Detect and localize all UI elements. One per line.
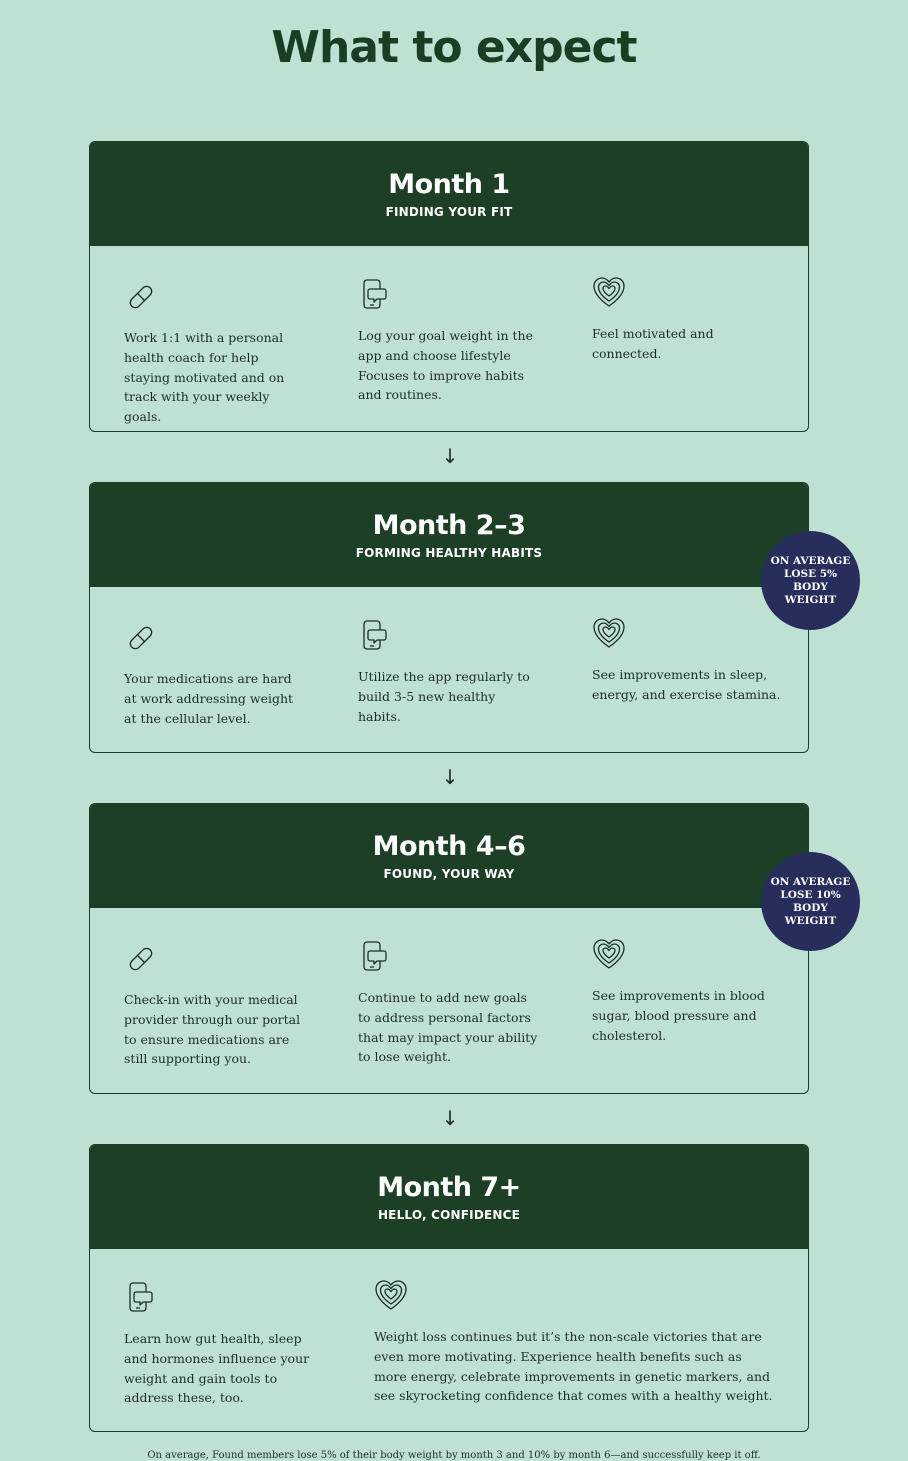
stage-item-text: Your medications are hard at work addressing weight at the cellular level. xyxy=(124,671,294,726)
stage-item-text: Utilize the app regularly to build 3-5 new healthy habits. xyxy=(358,669,530,724)
pill-icon xyxy=(124,280,158,314)
stage-card-month-4-6 xyxy=(89,803,809,1094)
stage-item xyxy=(124,280,308,427)
stage-item xyxy=(358,278,542,405)
stage-item-text: Check-in with your medical provider through our portal to ensure medications are still supporting you. xyxy=(124,992,301,1067)
down-arrow-icon: ↓ xyxy=(441,1106,459,1130)
stage-title: Month 1 xyxy=(388,168,510,200)
weight-loss-badge-10 xyxy=(761,852,860,951)
phone-chat-icon xyxy=(358,940,392,974)
stage-item-text: Continue to add new goals to address personal factors that may impact your ability to lose weight. xyxy=(358,990,538,1065)
stage-item xyxy=(358,940,542,1067)
page-title: What to expect xyxy=(271,22,637,73)
heart-icon xyxy=(592,938,626,972)
phone-chat-icon xyxy=(358,619,392,653)
stage-item xyxy=(592,617,782,705)
stage-item-text: Feel motivated and connected. xyxy=(592,326,714,361)
stage-subtitle: HELLO, CONFIDENCE xyxy=(377,1207,521,1222)
stage-item xyxy=(124,942,308,1069)
down-arrow-icon: ↓ xyxy=(441,765,459,789)
stage-item xyxy=(592,938,782,1045)
stage-item xyxy=(358,619,542,726)
heart-icon xyxy=(374,1279,408,1313)
footnote: On average, Found members lose 5% of their body weight by month 3 and 10% by month 6—and successfully keep it off. xyxy=(147,1450,761,1461)
stage-item-text: Learn how gut health, sleep and hormones influence your weight and gain tools to address these, too. xyxy=(124,1331,310,1406)
phone-chat-icon xyxy=(124,1281,158,1315)
stage-item-text: Log your goal weight in the app and choose lifestyle Focuses to improve habits and routines. xyxy=(358,328,533,403)
stage-title: Month 2–3 xyxy=(372,509,526,541)
stage-title: Month 7+ xyxy=(377,1171,521,1203)
stage-item-text: Work 1:1 with a personal health coach for help staying motivated and on track with your weekly goals. xyxy=(124,330,285,425)
stage-item xyxy=(124,1281,324,1408)
stage-title: Month 4–6 xyxy=(372,830,526,862)
stage-item-text: Weight loss continues but it’s the non-scale victories that are even more motivating. Experience health benefits such as more energy, celebrate improvements in genetic markers, and see skyrocketing confidence that comes with a healthy weight. xyxy=(374,1329,773,1404)
stage-item-text: See improvements in blood sugar, blood pressure and cholesterol. xyxy=(592,988,765,1043)
pill-icon xyxy=(124,942,158,976)
stage-header xyxy=(90,1145,808,1249)
down-arrow-icon: ↓ xyxy=(441,444,459,468)
pill-icon xyxy=(124,621,158,655)
stage-card-month-1 xyxy=(89,141,809,432)
stage-subtitle: FINDING YOUR FIT xyxy=(385,204,513,219)
heart-icon xyxy=(592,276,626,310)
heart-icon xyxy=(592,617,626,651)
phone-chat-icon xyxy=(358,278,392,312)
stage-item xyxy=(124,621,308,728)
stage-item xyxy=(592,276,782,364)
stage-header xyxy=(90,142,808,246)
weight-loss-badge-5 xyxy=(761,531,860,630)
stage-subtitle: FORMING HEALTHY HABITS xyxy=(355,545,543,560)
badge-text: ON AVERAGE LOSE 10% BODY WEIGHT xyxy=(770,875,851,927)
stage-item-text: See improvements in sleep, energy, and exercise stamina. xyxy=(592,667,781,702)
stage-subtitle: FOUND, YOUR WAY xyxy=(383,866,515,881)
stage-card-month-7-plus xyxy=(89,1144,809,1432)
stage-header xyxy=(90,483,808,587)
badge-text: ON AVERAGE LOSE 5% BODY WEIGHT xyxy=(770,554,851,606)
stage-header xyxy=(90,804,808,908)
stage-item xyxy=(374,1279,774,1406)
stage-card-month-2-3 xyxy=(89,482,809,753)
